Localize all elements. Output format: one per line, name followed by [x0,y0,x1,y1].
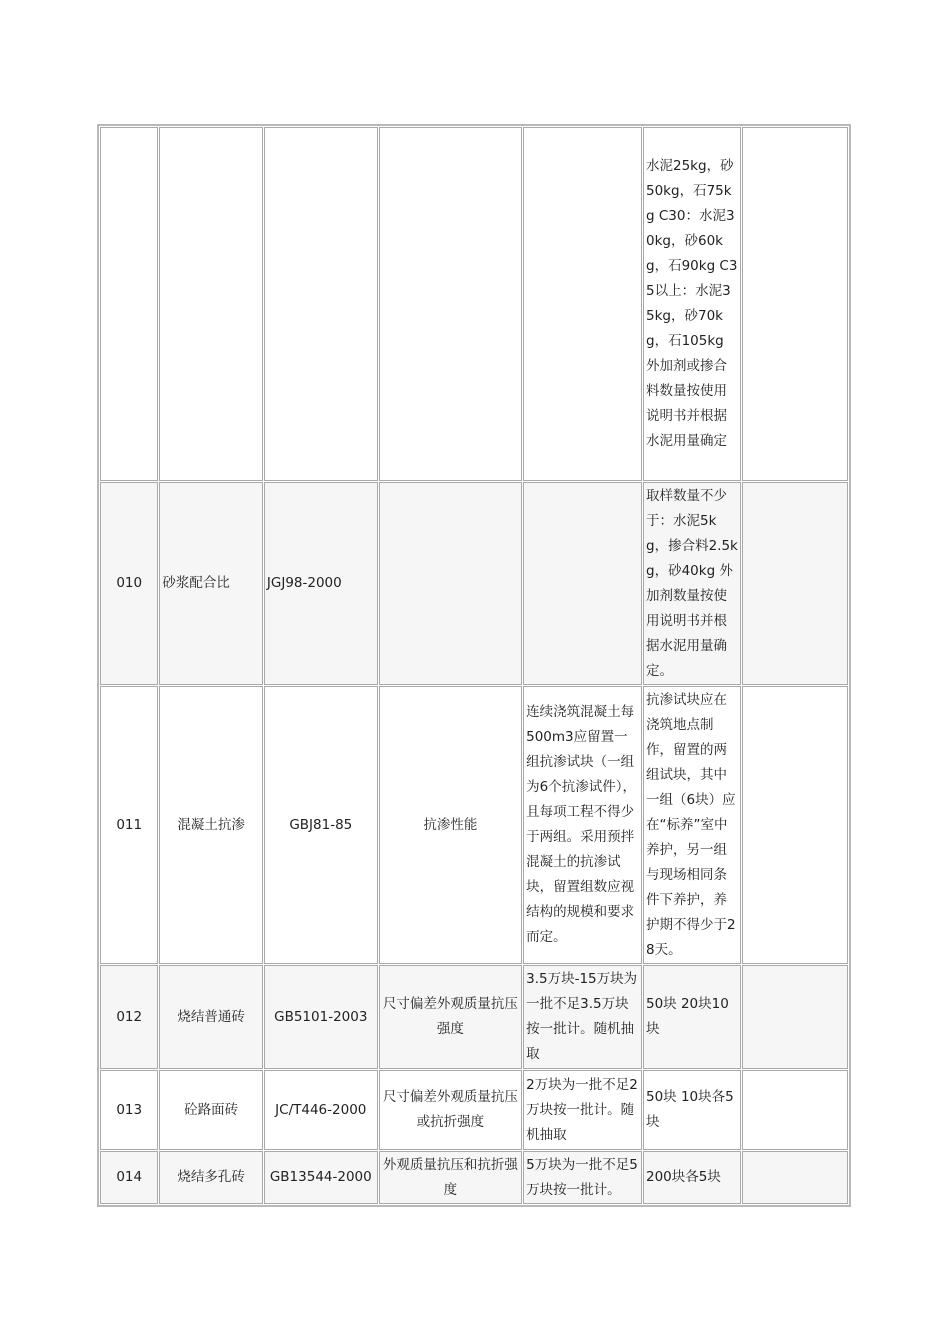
row-items: 尺寸偏差外观质量抗压强度 [379,965,522,1069]
table-row [100,686,848,964]
spec-table-wrapper [97,124,851,1207]
row-standard: GB13544-2000 [264,1151,378,1204]
row-items [379,482,522,685]
row-sampling: 200块各5块 [643,1151,741,1204]
row-standard: GB5101-2003 [264,965,378,1069]
row-items: 外观质量抗压和抗折强度 [379,1151,522,1204]
row-standard [264,127,378,481]
sampling-spec-table [97,124,851,1207]
row-code [100,127,158,481]
row-note [742,686,848,964]
row-name [159,127,263,481]
row-note [742,1151,848,1204]
row-name: 砂浆配合比 [159,482,263,685]
table-row [100,482,848,685]
row-batch: 3.5万块-15万块为一批不足3.5万块按一批计。随机抽取 [523,965,642,1069]
row-note [742,965,848,1069]
row-code: 011 [100,686,158,964]
row-code: 013 [100,1070,158,1150]
row-code: 012 [100,965,158,1069]
row-sampling: 取样数量不少于：水泥5kg，掺合料2.5kg，砂40kg 外加剂数量按使用说明书并根据水泥用量确定。 [643,482,741,685]
row-name: 烧结普通砖 [159,965,263,1069]
row-name: 混凝土抗渗 [159,686,263,964]
row-code: 014 [100,1151,158,1204]
table-row [100,965,848,1069]
row-batch: 5万块为一批不足5万块按一批计。 [523,1151,642,1204]
row-note [742,1070,848,1150]
row-standard: JGJ98-2000 [264,482,378,685]
row-standard: GBJ81-85 [264,686,378,964]
row-note [742,127,848,481]
row-items [379,127,522,481]
row-code: 010 [100,482,158,685]
row-batch: 连续浇筑混凝土每500m3应留置一组抗渗试块（一组为6个抗渗试件），且每项工程不得少于两组。采用预拌混凝土的抗渗试块，留置组数应视结构的规模和要求而定。 [523,686,642,964]
table-row [100,127,848,481]
row-sampling: 50块 10块各5块 [643,1070,741,1150]
row-batch: 2万块为一批不足2万块按一批计。随机抽取 [523,1070,642,1150]
row-sampling: 50块 20块10块 [643,965,741,1069]
row-sampling: 水泥25kg，砂50kg，石75kg C30：水泥30kg，砂60kg，石90kg C35以上：水泥35kg，砂70kg，石105kg 外加剂或掺合料数量按使用说明书并根据水泥用量确定 [643,127,741,481]
row-batch [523,127,642,481]
row-items: 抗渗性能 [379,686,522,964]
table-row [100,1151,848,1204]
row-note [742,482,848,685]
table-row [100,1070,848,1150]
row-standard: JC/T446-2000 [264,1070,378,1150]
row-items: 尺寸偏差外观质量抗压或抗折强度 [379,1070,522,1150]
row-name: 烧结多孔砖 [159,1151,263,1204]
row-name: 砼路面砖 [159,1070,263,1150]
row-sampling: 抗渗试块应在浇筑地点制作，留置的两组试块，其中一组（6块）应在“标养”室中养护，另一组与现场相同条件下养护，养护期不得少于28天。 [643,686,741,964]
row-batch [523,482,642,685]
